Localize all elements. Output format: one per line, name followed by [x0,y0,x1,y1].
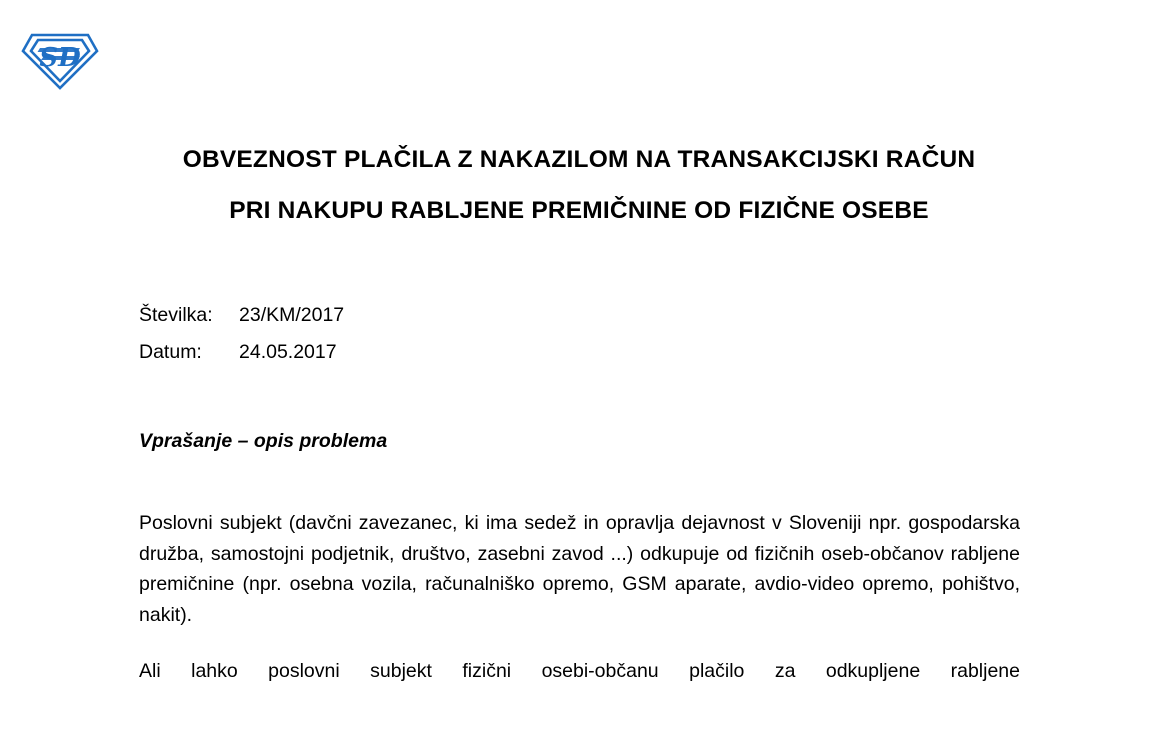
title-line-1: OBVEZNOST PLAČILA Z NAKAZILOM NA TRANSAKCIJSKI RAČUN [182,146,976,173]
title-line-2: PRI NAKUPU RABLJENE PREMIČNINE OD FIZIČNE OSEBE [229,196,929,224]
meta-row-number [139,306,344,326]
date-value: 24.05.2017 [239,340,337,363]
svg-text:SD: SD [39,43,81,73]
paragraph-2: Ali lahko poslovni subjekt fizični osebi-občanu plačilo za odkupljene rabljene [139,660,1020,683]
document-meta [139,306,344,379]
number-label: Številka: [139,304,213,326]
sd-diamond-logo-icon [18,26,102,92]
number-value: 23/KM/2017 [239,304,345,326]
section-heading: Vprašanje – opis problema [139,430,388,452]
page-title [139,143,1019,228]
document-body [139,508,1020,718]
date-label: Datum: [139,340,202,363]
meta-row-date [139,340,344,363]
paragraph-1: Poslovni subjekt (davčni zavezanec, ki ima sedež in opravlja dejavnost v Sloveniji npr. gospodarska družba, samostojni podjetnik, društvo, zasebni zavod ...) odkupuje od fizičnih oseb-občanov rabljene premičnine (npr. osebna vozila, računalniško opremo, GSM aparate, avdio-video opremo, pohištvo, nakit). [139,512,1020,626]
